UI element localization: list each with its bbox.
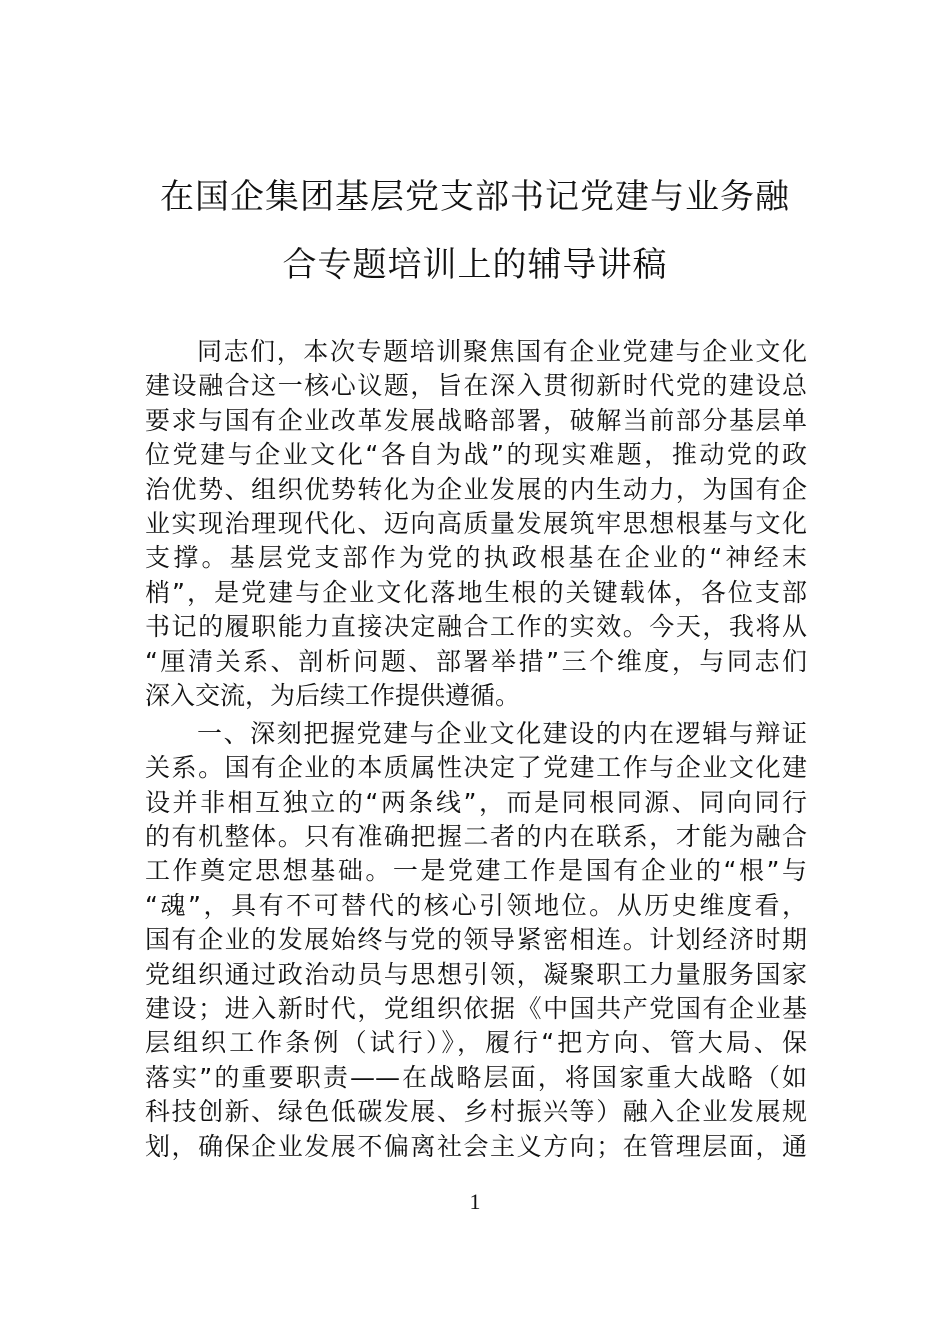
paragraph-1-line-5: 治优势、组织优势转化为企业发展的内生动力，为国有企 xyxy=(145,474,807,504)
paragraph-1-line-9: 书记的履职能力直接决定融合工作的实效。今天，我将从 xyxy=(145,612,807,642)
paragraph-2-line-1: 一、深刻把握党建与企业文化建设的内在逻辑与辩证 xyxy=(197,718,807,748)
paragraph-1-line-1: 同志们，本次专题培训聚焦国有企业党建与企业文化 xyxy=(197,337,807,366)
paragraph-2-line-13: 划，确保企业发展不偏离社会主义方向；在管理层面，通 xyxy=(145,1131,807,1161)
title-line-2: 合专题培训上的辅导讲稿 xyxy=(282,245,668,285)
paragraph-1-line-6: 业实现治理现代化、迈向高质量发展筑牢思想根基与文化 xyxy=(145,508,807,538)
paragraph-1-line-4: 位党建与企业文化“各自为战”的现实难题，推动党的政 xyxy=(145,440,807,470)
paragraph-1-line-2: 建设融合这一核心议题，旨在深入贯彻新时代党的建设总 xyxy=(145,371,807,401)
paragraph-1-line-8: 梢”，是党建与企业文化落地生根的关键载体，各位支部 xyxy=(145,577,807,607)
paragraph-1-line-11: 深入交流，为后续工作提供遵循。 xyxy=(145,680,521,710)
paragraph-2 xyxy=(145,717,807,1164)
paragraph-2-line-8: 党组织通过政治动员与思想引领，凝聚职工力量服务国家 xyxy=(145,959,807,989)
title-line-1: 在国企集团基层党支部书记党建与业务融 xyxy=(160,177,790,217)
paragraph-2-line-7: 国有企业的发展始终与党的领导紧密相连。计划经济时期 xyxy=(145,925,807,955)
paragraph-1 xyxy=(145,335,807,713)
paragraph-2-line-11: 落实”的重要职责——在战略层面，将国家重大战略（如 xyxy=(145,1062,807,1092)
paragraph-2-line-9: 建设；进入新时代，党组织依据《中国共产党国有企业基 xyxy=(145,994,807,1024)
paragraph-2-line-5: 工作奠定思想基础。一是党建工作是国有企业的“根”与 xyxy=(145,856,807,886)
paragraph-2-line-2: 关系。国有企业的本质属性决定了党建工作与企业文化建 xyxy=(145,753,807,783)
page-number: 1 xyxy=(469,1189,481,1214)
paragraph-2-line-3: 设并非相互独立的“两条线”，而是同根同源、同向同行 xyxy=(145,787,807,817)
paragraph-1-line-7: 支撑。基层党支部作为党的执政根基在企业的“神经末 xyxy=(145,543,807,573)
paragraph-2-line-12: 科技创新、绿色低碳发展、乡村振兴等）融入企业发展规 xyxy=(145,1097,807,1127)
paragraph-2-line-4: 的有机整体。只有准确把握二者的内在联系，才能为融合 xyxy=(145,822,807,852)
paragraph-1-line-3: 要求与国有企业改革发展战略部署，破解当前部分基层单 xyxy=(145,405,807,435)
document-body xyxy=(145,335,807,1164)
document-title xyxy=(0,163,950,299)
paragraph-1-line-10: “厘清关系、剖析问题、部署举措”三个维度，与同志们 xyxy=(145,646,807,676)
paragraph-2-line-10: 层组织工作条例（试行）》，履行“把方向、管大局、保 xyxy=(145,1028,807,1058)
paragraph-2-line-6: “魂”，具有不可替代的核心引领地位。从历史维度看， xyxy=(145,890,807,920)
